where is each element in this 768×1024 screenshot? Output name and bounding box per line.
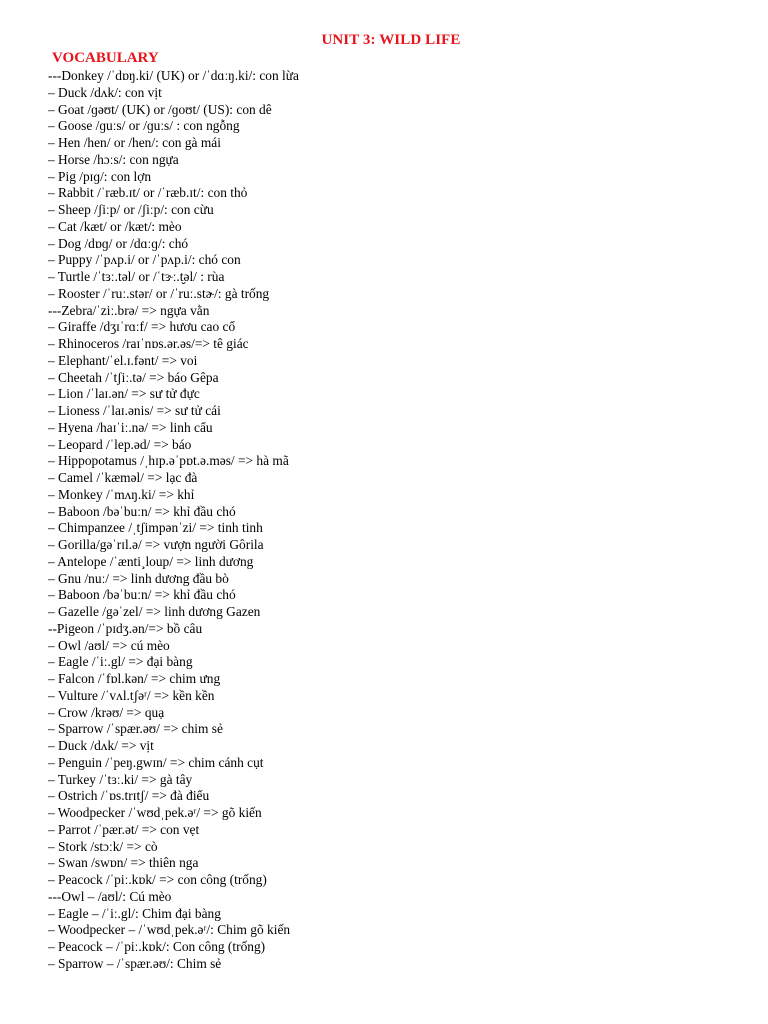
vocabulary-entry: --Pigeon /ˈpɪdʒ.ən/=> bồ câu: [48, 620, 203, 636]
vocabulary-entry: – Cheetah /ˈtʃiː.tə/ => báo Gêpa: [48, 369, 219, 385]
vocabulary-entry: – Woodpecker – /ˈwʊdˌpek.əʳ/: Chim gõ kiến: [48, 922, 291, 938]
vocabulary-entry: – Puppy /ˈpʌp.i/ or /ˈpʌp.i/: chó con: [48, 252, 241, 268]
vocabulary-entry: – Horse /hɔːs/: con ngựa: [48, 151, 179, 167]
vocabulary-entry: – Peacock – /ˈpiː.kɒk/: Con công (trống): [48, 939, 266, 954]
vocabulary-entry: – Giraffe /dʒɪˈrɑːf/ => hươu cao cổ: [48, 319, 236, 335]
vocabulary-entry: – Gorilla/gəˈrɪl.ə/ => vượn người Gôrila: [48, 537, 264, 552]
vocabulary-entry: – Monkey /ˈmʌŋ.ki/ => khỉ: [48, 486, 195, 502]
vocabulary-entry: – Chimpanzee /ˌtʃimpənˈzi/ => tinh tinh: [48, 520, 263, 536]
vocabulary-entry: – Lioness /ˈlaɪ.ənis/ => sư tử cái: [48, 403, 221, 418]
vocabulary-entry: – Rabbit /ˈræb.ɪt/ or /ˈræb.ɪt/: con thỏ: [48, 185, 248, 201]
vocabulary-entry: – Eagle /ˈiː.gl/ => đại bàng: [48, 654, 193, 670]
vocabulary-entry: – Gnu /nuː/ => linh dương đầu bò: [48, 570, 229, 586]
vocabulary-entry: – Pig /pɪɡ/: con lợn: [48, 168, 152, 184]
vocabulary-entry: – Rooster /ˈruː.stər/ or /ˈruː.stɚ/: gà trống: [48, 285, 270, 301]
vocabulary-entry: – Rhinoceros /raɪˈnɒs.ər.əs/=> tê giác: [48, 336, 249, 351]
vocabulary-entry: – Hen /hen/ or /hen/: con gà mái: [48, 135, 221, 150]
page-title: UNIT 3: WILD LIFE: [321, 32, 461, 48]
vocabulary-entry: – Dog /dɒɡ/ or /dɑːɡ/: chó: [48, 235, 189, 251]
vocabulary-entry: – Swan /swɒn/ => thiên nga: [48, 855, 199, 871]
vocabulary-entry: – Hippopotamus /ˌhɪp.əˈpɒt.ə.məs/ => hà mã: [48, 453, 289, 469]
vocabulary-entry: – Goose /ɡuːs/ or /ɡuːs/ : con ngỗng: [48, 118, 240, 134]
vocabulary-entry: – Peacock /ˈpiː.kɒk/ => con công (trống): [48, 872, 267, 887]
vocabulary-entry: ---Zebra/ˈziː.brə/ => ngựa vằn: [48, 302, 210, 318]
vocabulary-entry: – Elephant/ˈel.ɪ.fənt/ => voi: [48, 352, 198, 368]
vocabulary-entry: – Woodpecker /ˈwʊdˌpek.əʳ/ => gõ kiến: [48, 805, 262, 820]
vocabulary-entry: – Parrot /ˈpær.ət/ => con vẹt: [48, 821, 200, 837]
vocabulary-entry: – Baboon /bəˈbuːn/ => khỉ đầu chó: [48, 587, 236, 603]
vocabulary-entry: – Antelope /ˈænti¸loup/ => linh dương: [48, 553, 254, 569]
vocabulary-entry: – Crow /krəʊ/ => quạ: [48, 704, 165, 720]
vocabulary-entry: – Sheep /ʃiːp/ or /ʃiːp/: con cừu: [48, 202, 214, 217]
vocabulary-entry: – Sparrow /ˈspær.əʊ/ => chim sẻ: [48, 721, 223, 737]
vocabulary-entry: ---Donkey /ˈdɒŋ.ki/ (UK) or /ˈdɑːŋ.ki/: con lừa: [48, 68, 299, 83]
vocabulary-entry: – Goat /ɡəʊt/ (UK) or /ɡoʊt/ (US): con dê: [48, 101, 272, 117]
vocabulary-entry: – Cat /kæt/ or /kæt/: mèo: [48, 218, 182, 234]
vocabulary-entry: – Leopard /ˈlep.əd/ => báo: [48, 436, 192, 452]
vocabulary-entry: – Gazelle /gəˈzel/ => linh dương Gazen: [48, 604, 261, 619]
vocabulary-entry: – Eagle – /ˈiː.gl/: Chim đại bàng: [48, 905, 221, 921]
vocabulary-entry: ---Owl – /aʊl/: Cú mèo: [48, 888, 172, 904]
vocabulary-entry: – Falcon /ˈfɒl.kən/ => chim ưng: [48, 671, 221, 686]
vocabulary-entry: – Hyena /haɪˈiː.nə/ => linh cẩu: [48, 419, 213, 435]
vocabulary-entry: – Duck /dʌk/: con vịt: [48, 84, 162, 100]
vocabulary-list: [48, 68, 299, 973]
section-heading: VOCABULARY: [52, 50, 159, 66]
vocabulary-entry: – Turkey /ˈtɜː.ki/ => gà tây: [48, 771, 193, 787]
vocabulary-entry: – Sparrow – /ˈspær.əʊ/: Chim sẻ: [48, 955, 222, 971]
vocabulary-entry: – Ostrich /ˈɒs.trɪtʃ/ => đà điểu: [48, 788, 210, 804]
vocabulary-entry: – Camel /ˈkæməl/ => lạc đà: [48, 470, 198, 485]
vocabulary-entry: – Owl /aʊl/ => cú mèo: [48, 637, 170, 653]
vocabulary-entry: – Penguin /ˈpeŋ.gwɪn/ => chim cánh cụt: [48, 754, 264, 770]
vocabulary-entry: – Turtle /ˈtɜː.təl/ or /ˈtɝː.t̬əl/ : rùa: [48, 269, 225, 284]
vocabulary-entry: – Baboon /bəˈbuːn/ => khỉ đầu chó: [48, 503, 236, 519]
vocabulary-entry: – Vulture /ˈvʌl.tʃəʳ/ => kền kền: [48, 687, 215, 703]
vocabulary-entry: – Lion /ˈlaɪ.ən/ => sư tử đực: [48, 386, 200, 402]
vocabulary-entry: – Stork /stɔːk/ => cò: [48, 838, 158, 854]
vocabulary-entry: – Duck /dʌk/ => vịt: [48, 738, 154, 753]
